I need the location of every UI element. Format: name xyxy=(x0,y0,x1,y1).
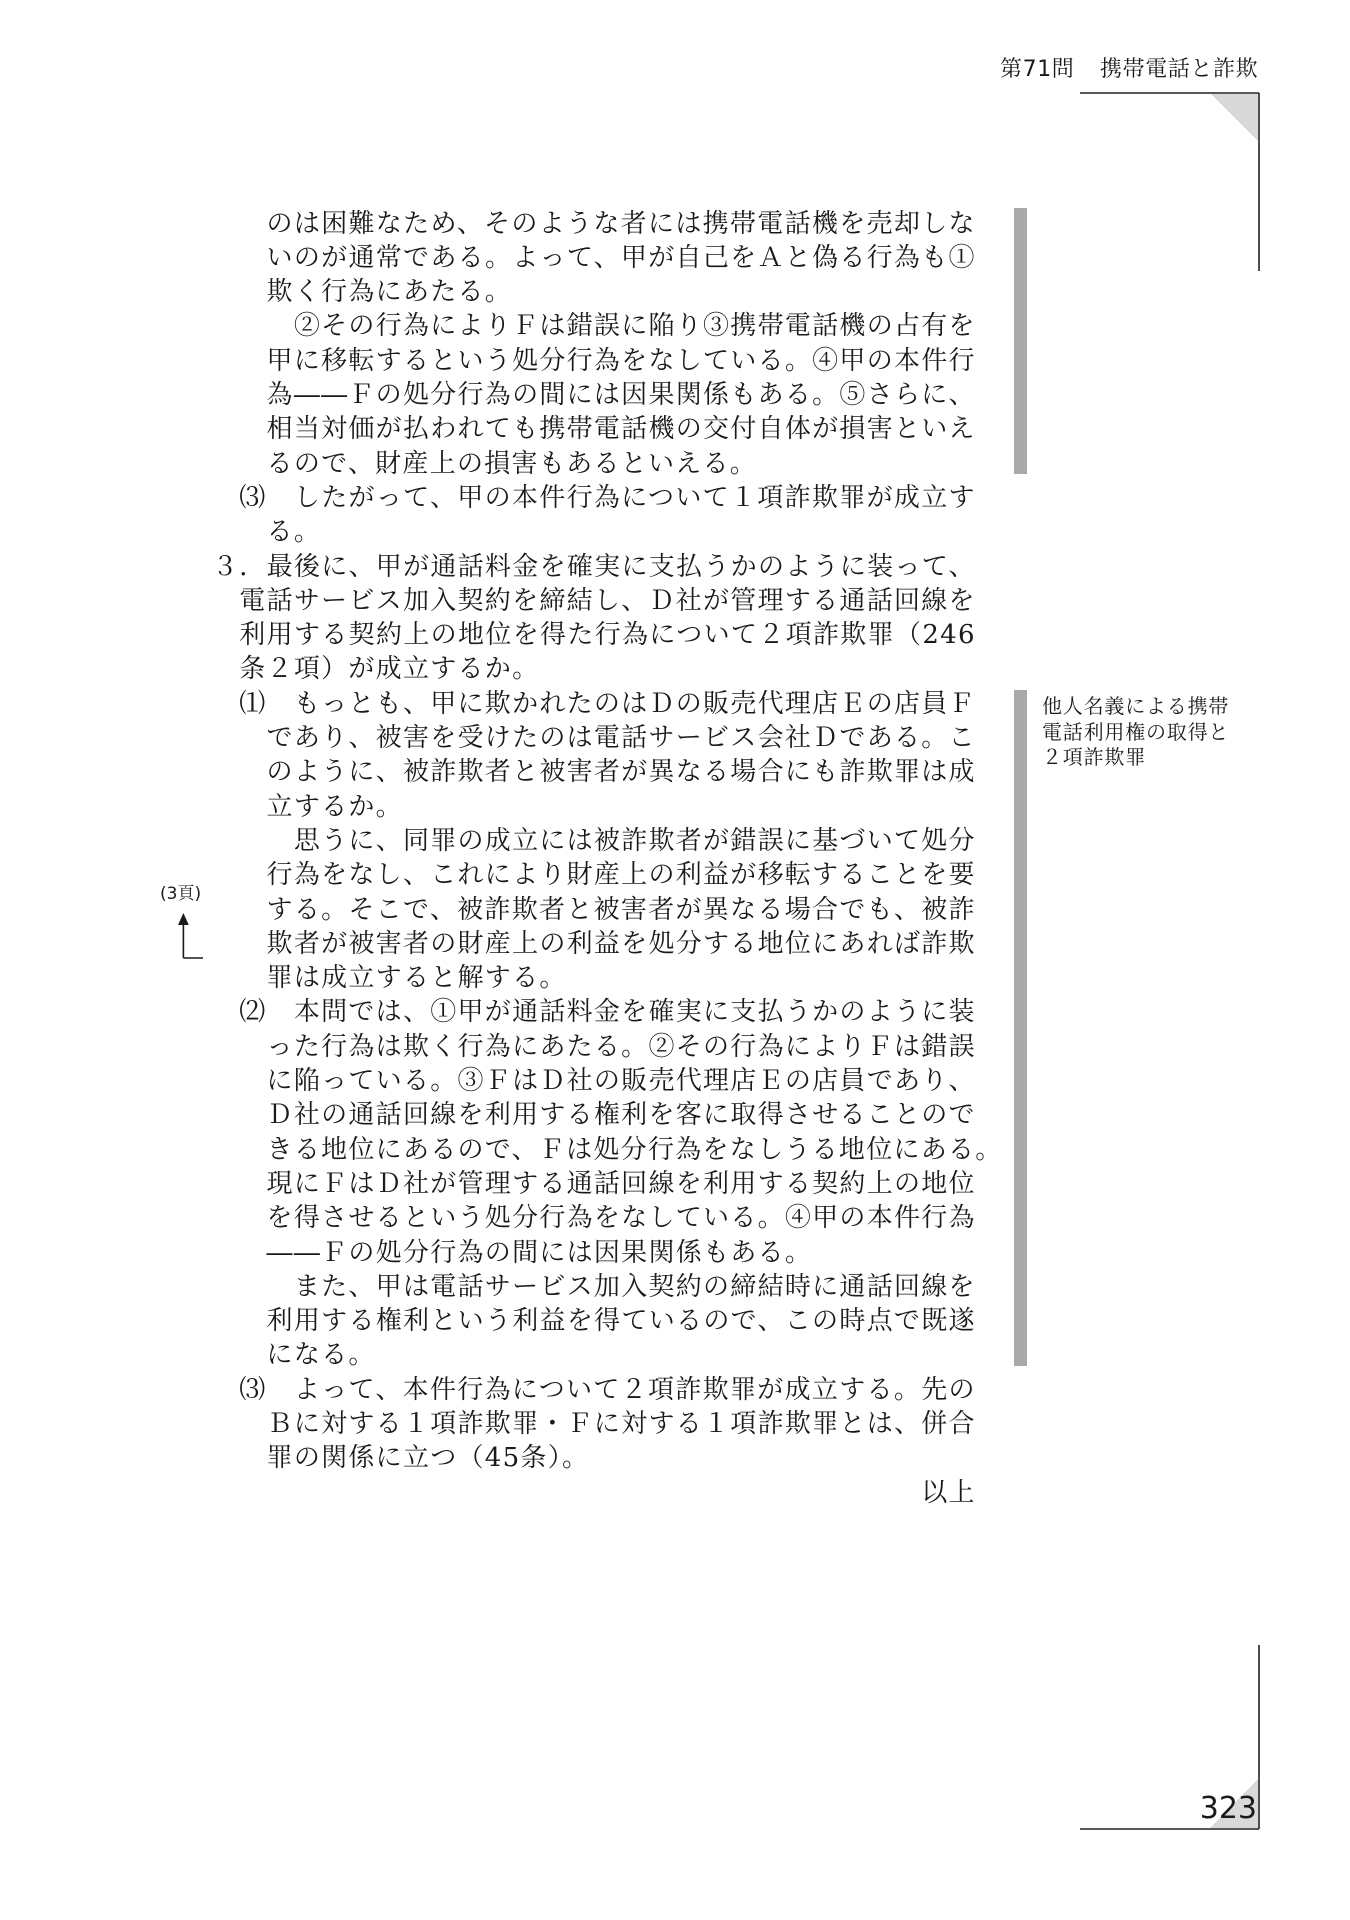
chapter-title: 携帯電話と詐欺 xyxy=(1100,57,1259,82)
body-line: 条２項）が成立するか。 xyxy=(239,654,540,685)
body-line: 罪の関係に立つ（45条）。 xyxy=(266,1443,590,1474)
body-line: 立するか。 xyxy=(266,791,403,822)
body-line: する。そこで、被詐欺者と被害者が異なる場合でも、被詐 xyxy=(266,894,976,925)
body-line: のように、被詐欺者と被害者が異なる場合にも詐欺罪は成 xyxy=(266,757,976,788)
header-corner-triangle xyxy=(1211,94,1258,141)
body-line: Ｂに対する１項詐欺罪・Ｆに対する１項詐欺罪とは、併合 xyxy=(266,1408,976,1439)
body-line: るので、財産上の損害もあるといえる。 xyxy=(266,448,758,479)
margin-marker-bar xyxy=(1014,208,1027,474)
body-line: ⑵ 本問では、①甲が通話料金を確実に支払うかのように装 xyxy=(239,997,976,1028)
body-line: 欺者が被害者の財産上の利益を処分する地位にあれば詐欺 xyxy=(266,928,976,959)
body-line: 現にＦはＤ社が管理する通話回線を利用する契約上の地位 xyxy=(266,1168,976,1199)
body-line: また、甲は電話サービス加入契約の締結時に通話回線を xyxy=(293,1271,976,1302)
problem-number: 第71問 xyxy=(1000,57,1075,82)
body-line: ――Ｆの処分行為の間には因果関係もある。 xyxy=(266,1237,813,1268)
body-line: 行為をなし、これにより財産上の利益が移転することを要 xyxy=(266,860,976,891)
body-line: 罪は成立すると解する。 xyxy=(266,963,567,994)
body-line: ⑶ よって、本件行為について２項詐欺罪が成立する。先の xyxy=(239,1374,976,1405)
body-line: 電話サービス加入契約を締結し、Ｄ社が管理する通話回線を xyxy=(239,585,976,616)
body-line: 欺く行為にあたる。 xyxy=(266,277,513,308)
page-number: 323 xyxy=(1199,1791,1257,1826)
side-note-line: 他人名義による携帯 xyxy=(1042,694,1230,718)
body-line: Ｄ社の通話回線を利用する権利を客に取得させることので xyxy=(266,1100,976,1131)
body-line: 利用する契約上の地位を得た行為について２項詐欺罪（246 xyxy=(239,620,976,651)
body-line: 思うに、同罪の成立には被詐欺者が錯誤に基づいて処分 xyxy=(293,825,976,856)
body-line: ３．最後に、甲が通話料金を確実に支払うかのように装って、 xyxy=(212,551,976,582)
closing-text: 以上 xyxy=(921,1477,976,1508)
body-line: であり、被害を受けたのは電話サービス会社Ｄである。こ xyxy=(266,723,976,754)
body-line: 相当対価が払われても携帯電話機の交付自体が損害といえ xyxy=(266,414,976,445)
reference-arrow-icon xyxy=(178,913,203,958)
body-line: ⑴ もっとも、甲に欺かれたのはＤの販売代理店Ｅの店員Ｆ xyxy=(239,688,976,719)
body-line: になる。 xyxy=(266,1340,376,1371)
body-line: ⑶ したがって、甲の本件行為について１項詐欺罪が成立す xyxy=(239,482,976,513)
side-note xyxy=(1042,694,1229,771)
body-line: きる地位にあるので、Ｆは処分行為をなしうる地位にある。 xyxy=(266,1134,1003,1165)
body-text xyxy=(212,207,1003,1510)
body-line: のは困難なため、そのような者には携帯電話機を売却しな xyxy=(266,208,976,239)
body-line: 利用する権利という利益を得ているので、この時点で既遂 xyxy=(266,1306,976,1337)
body-line: 甲に移転するという処分行為をなしている。④甲の本件行 xyxy=(266,345,976,376)
body-line: に陥っている。③ＦはＤ社の販売代理店Ｅの店員であり、 xyxy=(266,1066,976,1097)
side-note-line: 電話利用権の取得と xyxy=(1042,719,1230,744)
body-line: 為――Ｆの処分行為の間には因果関係もある。⑤さらに、 xyxy=(266,380,976,411)
body-line: ②その行為によりＦは錯誤に陥り③携帯電話機の占有を xyxy=(293,311,976,342)
side-note-line: ２項詐欺罪 xyxy=(1042,745,1146,770)
body-line: いのが通常である。よって、甲が自己をＡと偽る行為も① xyxy=(266,242,976,273)
body-line: る。 xyxy=(266,517,322,548)
body-line: った行為は欺く行為にあたる。②その行為によりＦは錯誤 xyxy=(266,1031,976,1062)
cross-reference-note: (3頁) xyxy=(160,884,202,904)
margin-marker-bar xyxy=(1014,690,1027,1366)
body-line: を得させるという処分行為をなしている。④甲の本件行為 xyxy=(266,1203,976,1234)
